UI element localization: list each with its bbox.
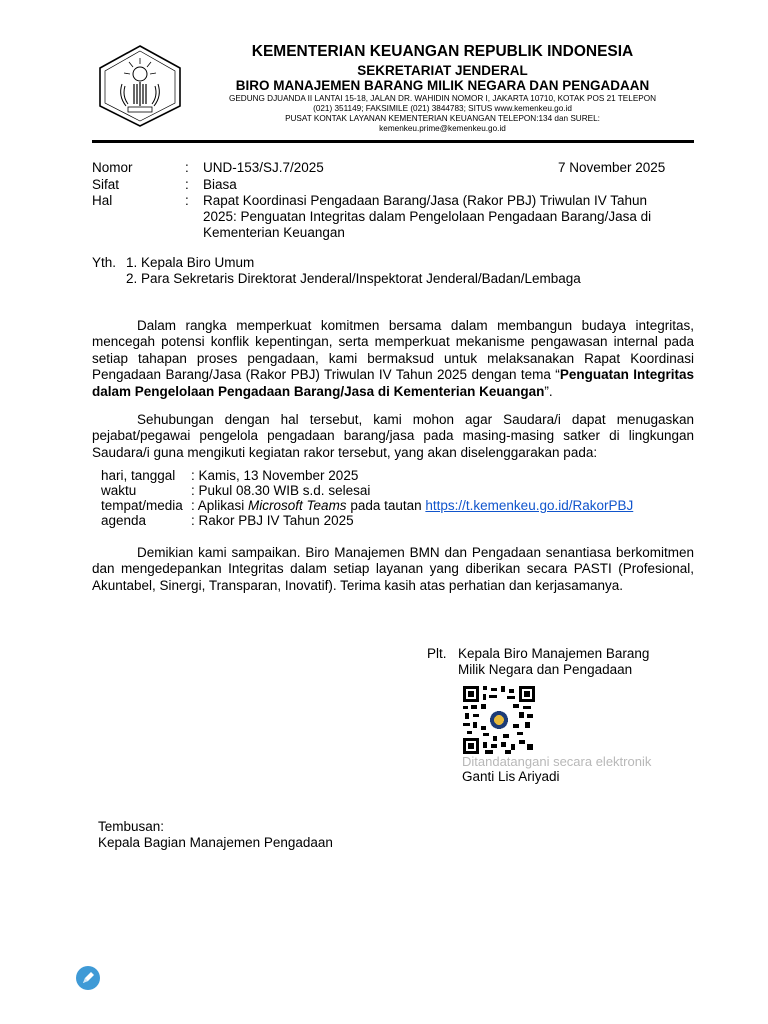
paragraph-2: Sehubungan dengan hal tersebut, kami mohon agar Saudara/i dapat menugaskan pejabat/pegawai pengelola pengadaan barang/jasa pada masing-masing satker di lingkungan Saudara/i guna mengikuti kegiatan rakor tersebut, yang akan diselenggarakan pada: bbox=[92, 412, 694, 460]
nomor-value: UND-153/SJ.7/2025 bbox=[203, 160, 324, 175]
ministry-name: KEMENTERIAN KEUANGAN REPUBLIK INDONESIA bbox=[251, 43, 634, 60]
letterhead-divider bbox=[92, 140, 694, 143]
recipient-2: 2. Para Sekretaris Direktorat Jenderal/Inspektorat Jenderal/Badan/Lembaga bbox=[126, 271, 581, 286]
nomor-label: Nomor bbox=[92, 160, 133, 175]
schedule-time-value: : Pukul 08.30 WIB s.d. selesai bbox=[191, 483, 371, 498]
address-line-3: PUSAT KONTAK LAYANAN KEMENTERIAN KEUANGAN TELEPON:134 dan SUREL: bbox=[285, 114, 600, 123]
schedule-place-label: tempat/media bbox=[101, 498, 183, 513]
letter-date: 7 November 2025 bbox=[558, 160, 666, 175]
hal-line-1: Rapat Koordinasi Pengadaan Barang/Jasa (Rakor PBJ) Triwulan IV Tahun bbox=[203, 193, 648, 208]
cc-label: Tembusan: bbox=[98, 819, 165, 834]
place-mid: pada tautan bbox=[346, 498, 426, 513]
qr-code-icon bbox=[463, 686, 535, 754]
schedule-agenda-label: agenda bbox=[101, 513, 147, 528]
recipient-1: 1. Kepala Biro Umum bbox=[126, 255, 255, 270]
nomor-colon: : bbox=[185, 160, 189, 175]
address-line-4: kemenkeu.prime@kemenkeu.go.id bbox=[379, 124, 506, 133]
paragraph-1 bbox=[92, 318, 694, 400]
paragraph-1-text: Dalam rangka memperkuat komitmen bersama dalam membangun budaya integritas, mencegah potensi konflik kepentingan, serta memperkuat mekanisme pengawasan internal pada setiap tahapan proses pengadaan, kami bermaksud untuk melaksanakan Rapat Koordinasi Pengadaan Barang/Jasa (Rakor PBJ) Triwulan IV Tahun 2025 dengan tema “ bbox=[92, 318, 694, 383]
secretariat-name: SEKRETARIAT JENDERAL bbox=[357, 63, 528, 78]
signature-plt: Plt. bbox=[427, 646, 447, 661]
hal-label: Hal bbox=[92, 193, 113, 208]
hal-line-3: Kementerian Keuangan bbox=[203, 225, 345, 240]
sifat-colon: : bbox=[185, 177, 189, 192]
yth-label: Yth. bbox=[92, 255, 117, 270]
place-prefix: : Aplikasi bbox=[191, 498, 249, 513]
hal-colon: : bbox=[185, 193, 189, 208]
address-line-1: GEDUNG DJUANDA II LANTAI 15-18, JALAN DR. WAHIDIN NOMOR I, JAKARTA 10710, KOTAK POS 21 TELEPON bbox=[228, 94, 657, 103]
place-app: Microsoft Teams bbox=[248, 498, 347, 513]
ministry-emblem-icon bbox=[98, 44, 182, 128]
signature-title-1: Kepala Biro Manajemen Barang bbox=[458, 646, 650, 661]
schedule-day-label: hari, tanggal bbox=[101, 468, 176, 483]
schedule-day-value: : Kamis, 13 November 2025 bbox=[191, 468, 359, 483]
paragraph-3: Demikian kami sampaikan. Biro Manajemen BMN dan Pengadaan senantiasa berkomitmen dan mengedepankan Integritas dalam setiap layanan yang diberikan secara PASTI (Profesional, Akuntabel, Sinergi, Transparan, Inovatif). Terima kasih atas perhatian dan kerjasamanya. bbox=[92, 545, 694, 593]
sifat-label: Sifat bbox=[92, 177, 120, 192]
cc-item: Kepala Bagian Manajemen Pengadaan bbox=[98, 835, 333, 850]
paragraph-1-end: ”. bbox=[544, 383, 553, 399]
signatory-name: Ganti Lis Ariyadi bbox=[462, 769, 560, 784]
paragraph-1-theme: Penguatan Integritas dalam Pengelolaan Pengadaan Barang/Jasa di Kementerian Keuangan bbox=[92, 367, 694, 399]
sifat-value: Biasa bbox=[203, 177, 237, 192]
edit-pen-button[interactable] bbox=[76, 966, 100, 990]
edit-pen-icon bbox=[76, 966, 100, 990]
rakor-link[interactable]: https://t.kemenkeu.go.id/RakorPBJ bbox=[425, 498, 634, 513]
e-signature-note: Ditandatangani secara elektronik bbox=[462, 754, 652, 769]
bureau-name: BIRO MANAJEMEN BARANG MILIK NEGARA DAN PENGADAAN bbox=[235, 78, 650, 93]
schedule-agenda-value: : Rakor PBJ IV Tahun 2025 bbox=[191, 513, 354, 528]
schedule-place-value bbox=[191, 498, 633, 514]
schedule-time-label: waktu bbox=[101, 483, 137, 498]
hal-line-2: 2025: Penguatan Integritas dalam Pengelolaan Pengadaan Barang/Jasa di bbox=[203, 209, 652, 224]
signature-title-2: Milik Negara dan Pengadaan bbox=[458, 662, 633, 677]
address-line-2: (021) 351149; FAKSIMILE (021) 3844783; SITUS www.kemenkeu.go.id bbox=[313, 104, 572, 113]
